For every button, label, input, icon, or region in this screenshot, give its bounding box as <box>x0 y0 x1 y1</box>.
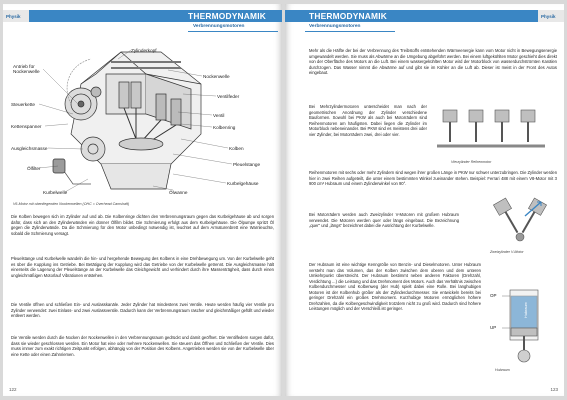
left-paragraph-4: Die Ventile werden durch die Nocken der Nockenwellen in den Verbrennungsraum gedrückt und damit geöffnet. Die Ventilfedern sorgen dafür, dass sie wieder geschlossen werden. Ein Motor hat eine oder mehrere Nockenwellen. Sie steuern das Öffnen und Schließen der Ventile. Dies muss immer zum exakt richtigen Zeitpunkt erfolgen, abhängig von der Position des Kolbens. Angetrieben werden sie von der Kurbelwelle über eine Kette oder einen Zahnriemen. <box>11 335 274 357</box>
left-page-title: THERMODYNAMIK <box>188 11 266 21</box>
right-page-number: 123 <box>550 387 558 392</box>
right-paragraph-5: Der Hubraum ist eine wichtige Kenngröße von Benzin- und Dieselmotoren. Unter Hubraum versteht man das Volumen, das der Kolben zwischen dem oberen und dem unteren Umkehrpunkt überstreicht. Der Hubraum bestimmt neben anderen Faktoren (Drehzahl, Verdichtung ...) die Leistung und das Drehmoment des Motors. Auch das Verhältnis zwischen Kolbendurchmesser und Kolbenweg (der Hub) spielt dabei eine Rolle. Bei langhubigen Motoren ist der Kolbenhub größer als der Zylinderdurchmesser. Sie entwickeln bereits bei geringer Drehzahl ein großes Drehmoment. Kurzhubige Motoren ermöglichen höhere Drehzahlen, da die Kolbengeschwindigkeit trotzdem nicht zu groß wird. Dadurch sind höhere Leistungen möglich und der Verschleiß ist geringer. <box>309 262 481 311</box>
left-paragraph-3: Die Ventile öffnen und schließen Ein- und Auslasskanäle. Jeder Zylinder hat mindestens zwei Ventile. Heute werden häufig vier Ventile pro Zylinder verwendet: zwei Einlass- und zwei Auslassventile. Dadurch kann der Verbrennungsraum rascher und gleichmäßiger gefüllt und wieder entleert werden. <box>11 302 274 318</box>
right-paragraph-3: Reihenmotoren mit sechs oder mehr Zylindern sind wegen ihrer großen Länge in PKW nur schwer unterzubringen. Die Zylinder werden hier in zwei Reihen aufgeteilt, die unter einem bestimmten Winkel zueinander stehen. Beispiel: Ferrari 488 mit einem V8-Motor mit 3 900 cm³ Hubraum und einem Zylinderwinkel von 90°. <box>309 170 557 186</box>
label-kettenspanner: Kettenspanner <box>11 124 42 129</box>
engine-caption: V6-Motor mit obenliegenden Nockenwellen (OHC = Overhead Camshaft) <box>13 202 130 206</box>
right-page-title: THERMODYNAMIK <box>309 11 387 21</box>
label-pleuelstange: Pleuelstange <box>233 162 261 167</box>
left-subtitle: Verbrennungsmotoren <box>193 24 245 29</box>
label-ventil: Ventil <box>213 113 225 118</box>
label-oelwanne: Ölwanne <box>169 190 188 195</box>
label-up: UP <box>490 325 497 330</box>
label-antrieb-nockenwelle: Antrieb für Nockenwelle <box>13 64 40 74</box>
label-zylinderkopf: Zylinderkopf <box>131 48 157 53</box>
label-kurbelgehaeuse: Kurbelgehäuse <box>227 181 259 186</box>
left-page-number: 122 <box>9 387 17 392</box>
label-oelfilter: Ölfilter <box>27 166 41 171</box>
v-twin-illustration <box>485 192 555 250</box>
label-op: OP <box>490 293 497 298</box>
inline-four-illustration <box>435 108 555 160</box>
label-ausgleichsmasse: Ausgleichsmasse <box>11 146 48 151</box>
right-page <box>285 4 564 396</box>
right-paragraph-2: Bei Mehrzylindermotoren unterscheidet man nach der geometrischen Anordnung der Zylinder verschiedene Bauformen. Sowohl bei PKW als auch bei Motorrädern sind Reihenmotoren am häufigsten. Dabei liegen die Zylinder im Motorblock nebeneinander. Bei PKW sind es meistens drei oder vier Zylinder, bei Motorrädern zwei, drei oder vier. <box>309 104 427 137</box>
left-section-tag: Physik <box>3 10 29 22</box>
v-twin-caption: Zweizylinder V-Motor <box>490 250 524 254</box>
right-paragraph-1: Mehr als die Hälfte der bei der Verbrennung des Treibstoffs entstehenden Wärmeenergie kann vom Motor nicht in Bewegungsenergie umgewandelt werden. Sie muss als Abwärme an die Umgebung abgeführt werden. Bei einem luftgekühlten Motor geschieht dies direkt von der Oberfläche des Motors an die Luft. Bei einem wassergekühlten Motor wird der Motorblock von wasserdurchströmten Kanälen durchzogen. Das Wasser nimmt die Abwärme auf und gibt sie im Kühler an die Luft ab. Dieser ist meist in der Front des Autos eingebaut. <box>309 48 557 75</box>
right-paragraph-4: Bei Motorrädern werden auch Zweizylinder V-Motoren mit großem Hubraum verwendet. Die Motoren werden quer oder längs eingebaut. Die Bezeichnung „quer“ und „längs“ bezeichnet dabei die Ausrichtung der Kurbelwelle. <box>309 212 459 228</box>
label-kolben: Kolben <box>229 146 244 151</box>
hubraum-illustration <box>490 286 560 366</box>
label-ventilfeder: Ventilfeder <box>217 94 240 99</box>
right-subtitle-rule <box>305 31 395 32</box>
right-subtitle: Verbrennungsmotoren <box>309 24 361 29</box>
left-paragraph-1: Die Kolben bewegen sich im Zylinder auf und ab. Die Kolbenringe dichten den Verbrennungsraum gegen das Kurbelgehäuse ab und sorgen dafür, dass sich an den Zylinderwänden ein dünner Ölfilm bildet. Die Schmierung erfolgt aus dem Kurbelgehäuse. Die Ölpumpe spritzt Öl gegen die Zylinderwände. Da die Schmierung für den Motor unbedingt notwendig ist, leuchtet auf dem Armaturenbrett eine Warnleuchte, sobald die Schmierung versagt. <box>11 214 274 236</box>
left-paragraph-2: Pleuelstange und Kurbelwelle wandeln die hin- und hergehende Bewegung des Kolbens in eine Drehbewegung um. Von der Kurbelwelle geht es über die Kupplung ins Getriebe. Bei Betätigung der Kupplung wird das Getriebe von der Kurbelwelle getrennt. Die Ausgleichsmasse hält einerseits die Lagerung der Pleuelstange an der Kurbelwelle das Gleichgewicht und verhindert durch ihre Massenträgheit, dass durch einen ungleichmäßigen Motorlauf Vibrationen entstehen. <box>11 256 274 278</box>
label-leader-lines <box>3 4 282 204</box>
inline-four-caption: Vierzylinder Reihenmotor <box>451 160 492 164</box>
label-kolbenring: Kolbenring <box>213 125 236 130</box>
label-kurbelwelle: Kurbelwelle <box>43 190 68 195</box>
label-hubraum-inside: Hubraum <box>523 302 528 318</box>
hubraum-caption: Hubraum <box>495 368 510 372</box>
right-section-tag: Physik <box>538 10 564 22</box>
label-steuerkette: Steuerkette <box>11 102 35 107</box>
left-page <box>3 4 282 396</box>
label-nockenwelle: Nockenwelle <box>203 74 230 79</box>
